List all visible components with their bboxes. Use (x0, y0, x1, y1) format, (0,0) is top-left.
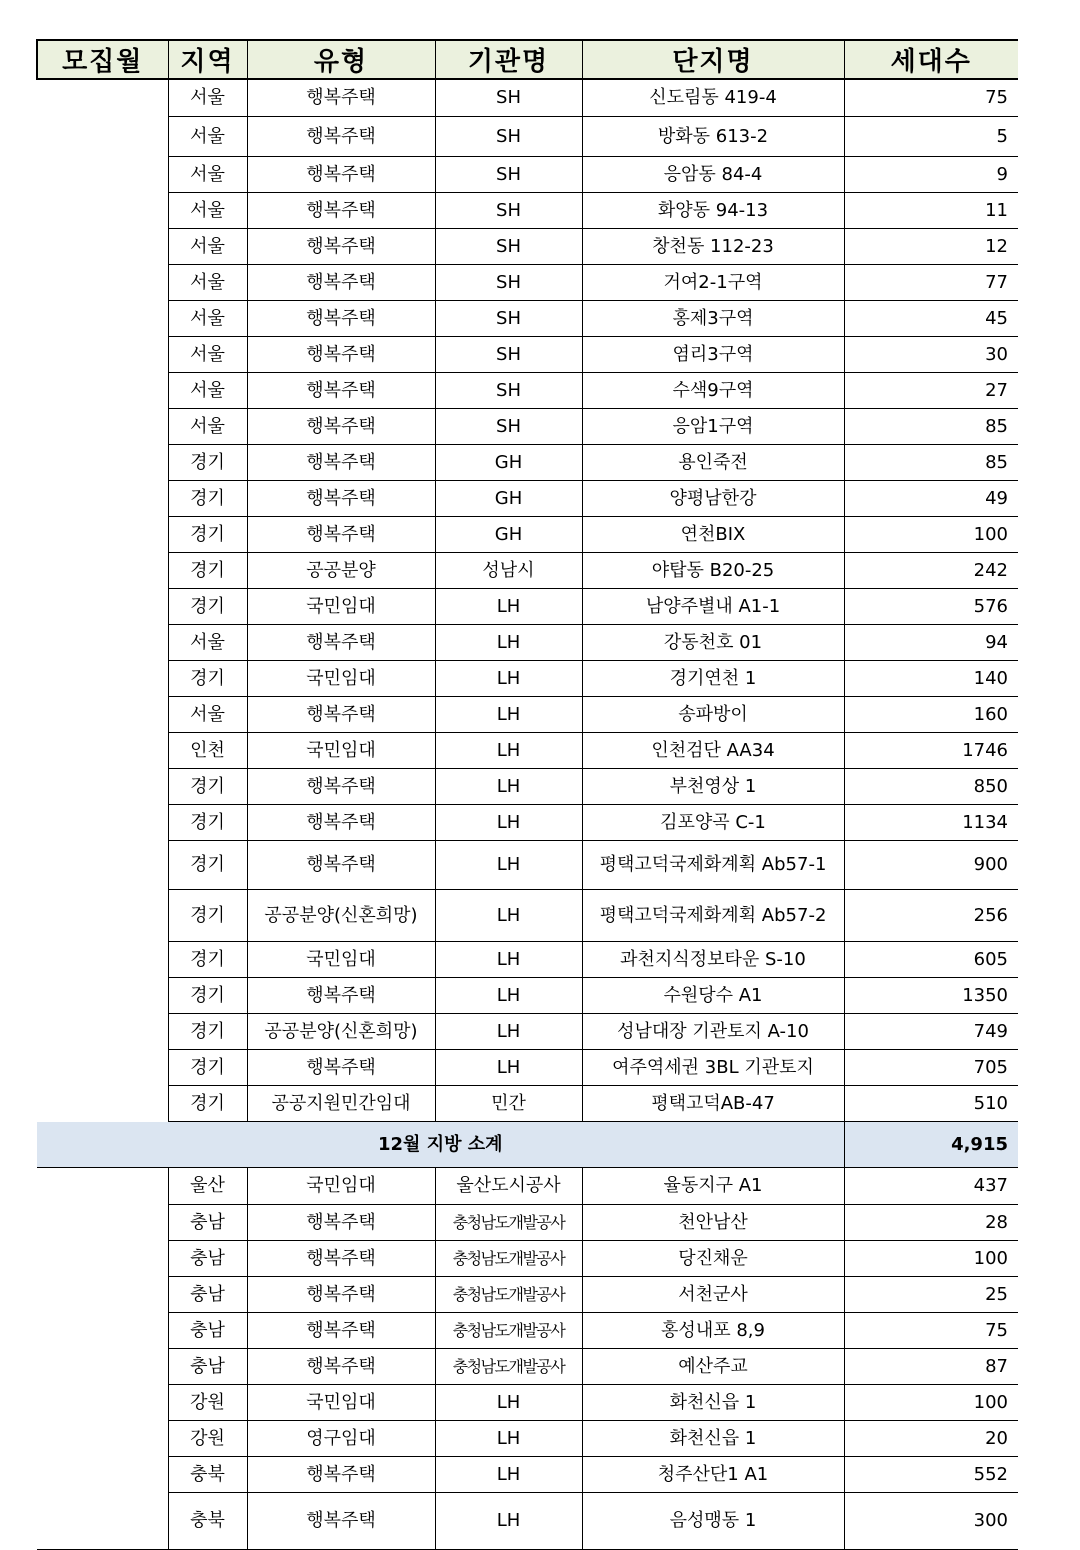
complex-cell: 평택고덕국제화계획 Ab57-2 (582, 889, 844, 941)
units-cell: 25 (844, 1276, 1018, 1312)
table-row (37, 624, 1018, 660)
org-cell: LH (435, 1384, 582, 1420)
complex-cell: 예산주교 (582, 1348, 844, 1384)
complex-cell: 홍제3구역 (582, 300, 844, 336)
units-cell: 94 (844, 624, 1018, 660)
org-cell: LH (435, 1013, 582, 1049)
org-cell: 충청남도개발공사 (435, 1240, 582, 1276)
header-month: 모집월 (37, 40, 168, 79)
table-row (37, 1384, 1018, 1420)
type-cell: 행복주택 (247, 1276, 435, 1312)
complex-cell: 수원당수 A1 (582, 977, 844, 1013)
org-cell: LH (435, 624, 582, 660)
subtotal-units: 4,915 (844, 1121, 1018, 1167)
table-row (37, 1456, 1018, 1492)
complex-cell: 용인죽전 (582, 444, 844, 480)
units-cell: 75 (844, 79, 1018, 116)
header-region: 지역 (168, 40, 247, 79)
type-cell: 국민임대 (247, 588, 435, 624)
type-cell: 행복주택 (247, 116, 435, 156)
table-row (37, 804, 1018, 840)
org-cell: SH (435, 300, 582, 336)
units-cell: 1746 (844, 732, 1018, 768)
type-cell: 국민임대 (247, 1167, 435, 1204)
type-cell: 영구임대 (247, 1420, 435, 1456)
type-cell: 국민임대 (247, 1384, 435, 1420)
org-cell: SH (435, 116, 582, 156)
region-cell: 서울 (168, 696, 247, 732)
type-cell: 행복주택 (247, 192, 435, 228)
table-row (37, 444, 1018, 480)
table-row (37, 79, 1018, 116)
region-cell: 충북 (168, 1492, 247, 1549)
table-row (37, 1085, 1018, 1121)
table-row (37, 408, 1018, 444)
complex-cell: 화양동 94-13 (582, 192, 844, 228)
type-cell: 행복주택 (247, 768, 435, 804)
type-cell: 행복주택 (247, 300, 435, 336)
type-cell: 행복주택 (247, 1492, 435, 1549)
units-cell: 11 (844, 192, 1018, 228)
type-cell: 행복주택 (247, 480, 435, 516)
complex-cell: 인천검단 AA34 (582, 732, 844, 768)
complex-cell: 율동지구 A1 (582, 1167, 844, 1204)
complex-cell: 성남대장 기관토지 A-10 (582, 1013, 844, 1049)
units-cell: 900 (844, 840, 1018, 889)
region-cell: 서울 (168, 192, 247, 228)
units-cell: 75 (844, 1312, 1018, 1348)
complex-cell: 홍성내포 8,9 (582, 1312, 844, 1348)
complex-cell: 경기연천 1 (582, 660, 844, 696)
units-cell: 1350 (844, 977, 1018, 1013)
region-cell: 경기 (168, 1085, 247, 1121)
type-cell: 국민임대 (247, 660, 435, 696)
complex-cell: 과천지식정보타운 S-10 (582, 941, 844, 977)
org-cell: LH (435, 768, 582, 804)
table-row (37, 1204, 1018, 1240)
month-cell (37, 1167, 168, 1549)
complex-cell: 송파방이 (582, 696, 844, 732)
org-cell: LH (435, 1049, 582, 1085)
region-cell: 울산 (168, 1167, 247, 1204)
region-cell: 경기 (168, 941, 247, 977)
type-cell: 공공분양(신혼희망) (247, 1013, 435, 1049)
units-cell: 256 (844, 889, 1018, 941)
type-cell: 행복주택 (247, 1240, 435, 1276)
units-cell: 20 (844, 1420, 1018, 1456)
units-cell: 100 (844, 1384, 1018, 1420)
org-cell: SH (435, 228, 582, 264)
org-cell: GH (435, 480, 582, 516)
table-row (37, 156, 1018, 192)
type-cell: 행복주택 (247, 79, 435, 116)
table-row (37, 480, 1018, 516)
table-body (37, 79, 1018, 1549)
units-cell: 100 (844, 516, 1018, 552)
org-cell: LH (435, 1492, 582, 1549)
type-cell: 행복주택 (247, 228, 435, 264)
type-cell: 행복주택 (247, 156, 435, 192)
complex-cell: 당진채운 (582, 1240, 844, 1276)
type-cell: 행복주택 (247, 1204, 435, 1240)
org-cell: LH (435, 977, 582, 1013)
region-cell: 경기 (168, 552, 247, 588)
type-cell: 행복주택 (247, 1456, 435, 1492)
org-cell: SH (435, 336, 582, 372)
units-cell: 510 (844, 1085, 1018, 1121)
table-row (37, 228, 1018, 264)
complex-cell: 화천신읍 1 (582, 1420, 844, 1456)
type-cell: 행복주택 (247, 624, 435, 660)
org-cell: LH (435, 696, 582, 732)
org-cell: LH (435, 804, 582, 840)
header-complex: 단지명 (582, 40, 844, 79)
org-cell: LH (435, 941, 582, 977)
region-cell: 경기 (168, 444, 247, 480)
type-cell: 행복주택 (247, 1049, 435, 1085)
region-cell: 경기 (168, 889, 247, 941)
type-cell: 행복주택 (247, 1312, 435, 1348)
table-row (37, 1492, 1018, 1549)
table-row (37, 941, 1018, 977)
type-cell: 행복주택 (247, 1348, 435, 1384)
table-row (37, 768, 1018, 804)
org-cell: 성남시 (435, 552, 582, 588)
type-cell: 공공분양(신혼희망) (247, 889, 435, 941)
org-cell: LH (435, 1456, 582, 1492)
org-cell: SH (435, 156, 582, 192)
complex-cell: 여주역세권 3BL 기관토지 (582, 1049, 844, 1085)
units-cell: 9 (844, 156, 1018, 192)
type-cell: 행복주택 (247, 840, 435, 889)
table-row (37, 1049, 1018, 1085)
region-cell: 경기 (168, 840, 247, 889)
table-row (37, 889, 1018, 941)
region-cell: 서울 (168, 79, 247, 116)
org-cell: GH (435, 444, 582, 480)
table-row (37, 588, 1018, 624)
table-row (37, 1276, 1018, 1312)
complex-cell: 남양주별내 A1-1 (582, 588, 844, 624)
table-row (37, 372, 1018, 408)
complex-cell: 평택고덕AB-47 (582, 1085, 844, 1121)
table-row (37, 552, 1018, 588)
complex-cell: 연천BIX (582, 516, 844, 552)
complex-cell: 수색9구역 (582, 372, 844, 408)
org-cell: GH (435, 516, 582, 552)
header-org: 기관명 (435, 40, 582, 79)
org-cell: 충청남도개발공사 (435, 1312, 582, 1348)
units-cell: 85 (844, 408, 1018, 444)
type-cell: 행복주택 (247, 696, 435, 732)
complex-cell: 신도림동 419-4 (582, 79, 844, 116)
table-row (37, 116, 1018, 156)
table-row (37, 696, 1018, 732)
units-cell: 437 (844, 1167, 1018, 1204)
org-cell: SH (435, 264, 582, 300)
units-cell: 552 (844, 1456, 1018, 1492)
complex-cell: 화천신읍 1 (582, 1384, 844, 1420)
type-cell: 행복주택 (247, 977, 435, 1013)
region-cell: 서울 (168, 228, 247, 264)
month-cell (37, 79, 168, 1121)
org-cell: LH (435, 660, 582, 696)
region-cell: 충남 (168, 1240, 247, 1276)
type-cell: 행복주택 (247, 516, 435, 552)
complex-cell: 응암동 84-4 (582, 156, 844, 192)
units-cell: 85 (844, 444, 1018, 480)
region-cell: 경기 (168, 977, 247, 1013)
header-type: 유형 (247, 40, 435, 79)
subtotal-label: 12월 지방 소계 (37, 1121, 844, 1167)
org-cell: LH (435, 732, 582, 768)
complex-cell: 방화동 613-2 (582, 116, 844, 156)
units-cell: 705 (844, 1049, 1018, 1085)
table-row (37, 732, 1018, 768)
region-cell: 충남 (168, 1276, 247, 1312)
region-cell: 서울 (168, 372, 247, 408)
units-cell: 27 (844, 372, 1018, 408)
region-cell: 인천 (168, 732, 247, 768)
complex-cell: 김포양곡 C-1 (582, 804, 844, 840)
region-cell: 서울 (168, 408, 247, 444)
complex-cell: 창천동 112-23 (582, 228, 844, 264)
type-cell: 공공지원민간임대 (247, 1085, 435, 1121)
header-row (37, 40, 1018, 79)
complex-cell: 염리3구역 (582, 336, 844, 372)
region-cell: 경기 (168, 804, 247, 840)
org-cell: 충청남도개발공사 (435, 1348, 582, 1384)
region-cell: 경기 (168, 1013, 247, 1049)
type-cell: 행복주택 (247, 264, 435, 300)
region-cell: 서울 (168, 116, 247, 156)
complex-cell: 야탑동 B20-25 (582, 552, 844, 588)
type-cell: 행복주택 (247, 408, 435, 444)
units-cell: 77 (844, 264, 1018, 300)
region-cell: 충남 (168, 1312, 247, 1348)
complex-cell: 거여2-1구역 (582, 264, 844, 300)
complex-cell: 부천영상 1 (582, 768, 844, 804)
org-cell: 충청남도개발공사 (435, 1204, 582, 1240)
region-cell: 충남 (168, 1204, 247, 1240)
type-cell: 행복주택 (247, 804, 435, 840)
units-cell: 100 (844, 1240, 1018, 1276)
table-row (37, 1240, 1018, 1276)
units-cell: 850 (844, 768, 1018, 804)
header-units: 세대수 (844, 40, 1018, 79)
housing-table (36, 39, 1018, 1550)
org-cell: 충청남도개발공사 (435, 1276, 582, 1312)
table-row (37, 516, 1018, 552)
org-cell: 민간 (435, 1085, 582, 1121)
table-row (37, 977, 1018, 1013)
table-row (37, 1312, 1018, 1348)
region-cell: 충남 (168, 1348, 247, 1384)
complex-cell: 천안남산 (582, 1204, 844, 1240)
org-cell: LH (435, 588, 582, 624)
units-cell: 30 (844, 336, 1018, 372)
table-row (37, 192, 1018, 228)
complex-cell: 청주산단1 A1 (582, 1456, 844, 1492)
region-cell: 경기 (168, 1049, 247, 1085)
table-row (37, 840, 1018, 889)
region-cell: 서울 (168, 624, 247, 660)
units-cell: 160 (844, 696, 1018, 732)
region-cell: 경기 (168, 516, 247, 552)
units-cell: 749 (844, 1013, 1018, 1049)
org-cell: SH (435, 372, 582, 408)
units-cell: 12 (844, 228, 1018, 264)
complex-cell: 강동천호 01 (582, 624, 844, 660)
table-row (37, 1348, 1018, 1384)
org-cell: SH (435, 192, 582, 228)
type-cell: 행복주택 (247, 372, 435, 408)
region-cell: 서울 (168, 336, 247, 372)
table-row (37, 1167, 1018, 1204)
complex-cell: 양평남한강 (582, 480, 844, 516)
type-cell: 국민임대 (247, 732, 435, 768)
units-cell: 605 (844, 941, 1018, 977)
units-cell: 87 (844, 1348, 1018, 1384)
region-cell: 서울 (168, 156, 247, 192)
units-cell: 28 (844, 1204, 1018, 1240)
type-cell: 행복주택 (247, 444, 435, 480)
region-cell: 경기 (168, 480, 247, 516)
table-row (37, 1013, 1018, 1049)
region-cell: 강원 (168, 1420, 247, 1456)
units-cell: 140 (844, 660, 1018, 696)
region-cell: 경기 (168, 588, 247, 624)
table-row (37, 660, 1018, 696)
region-cell: 경기 (168, 768, 247, 804)
table-row (37, 264, 1018, 300)
complex-cell: 음성맹동 1 (582, 1492, 844, 1549)
region-cell: 강원 (168, 1384, 247, 1420)
units-cell: 1134 (844, 804, 1018, 840)
region-cell: 경기 (168, 660, 247, 696)
table-row (37, 336, 1018, 372)
complex-cell: 평택고덕국제화계획 Ab57-1 (582, 840, 844, 889)
subtotal-row (37, 1121, 1018, 1167)
org-cell: SH (435, 408, 582, 444)
units-cell: 45 (844, 300, 1018, 336)
org-cell: LH (435, 840, 582, 889)
region-cell: 서울 (168, 300, 247, 336)
type-cell: 공공분양 (247, 552, 435, 588)
units-cell: 300 (844, 1492, 1018, 1549)
region-cell: 충북 (168, 1456, 247, 1492)
units-cell: 576 (844, 588, 1018, 624)
org-cell: LH (435, 889, 582, 941)
units-cell: 49 (844, 480, 1018, 516)
housing-table-sheet (36, 39, 1017, 1550)
region-cell: 서울 (168, 264, 247, 300)
org-cell: LH (435, 1420, 582, 1456)
units-cell: 5 (844, 116, 1018, 156)
org-cell: SH (435, 79, 582, 116)
table-row (37, 1420, 1018, 1456)
org-cell: 울산도시공사 (435, 1167, 582, 1204)
type-cell: 국민임대 (247, 941, 435, 977)
type-cell: 행복주택 (247, 336, 435, 372)
complex-cell: 서천군사 (582, 1276, 844, 1312)
units-cell: 242 (844, 552, 1018, 588)
table-row (37, 300, 1018, 336)
complex-cell: 응암1구역 (582, 408, 844, 444)
